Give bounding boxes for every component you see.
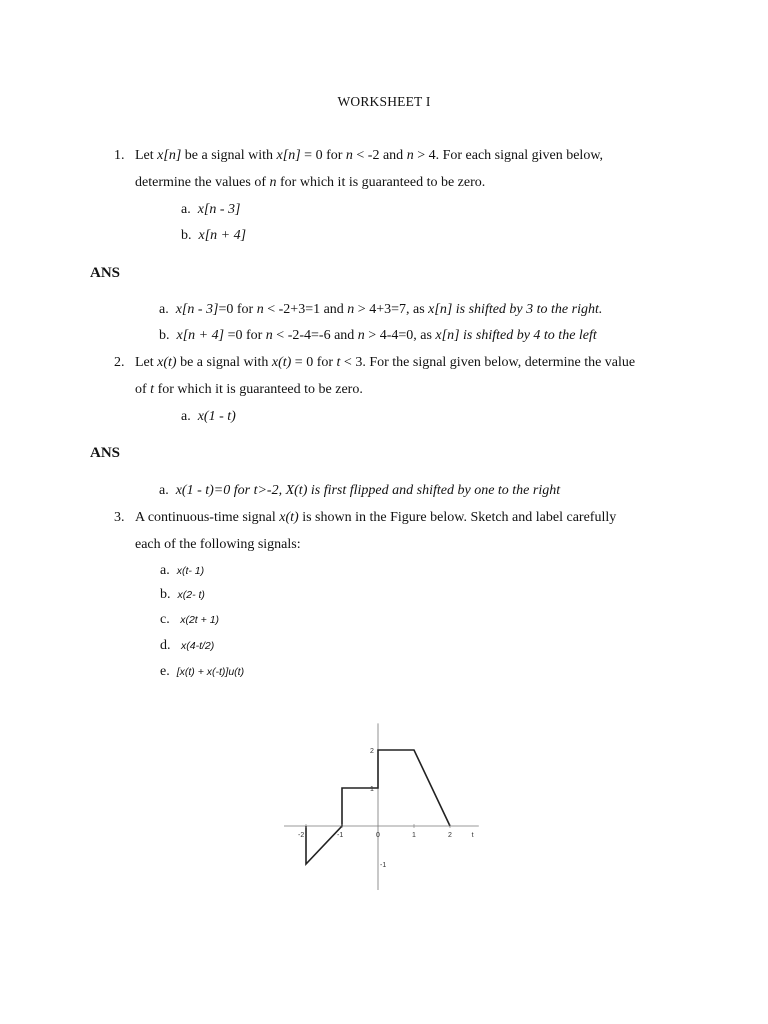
q3-number: 3. [114, 510, 125, 525]
x-tick-label: 0 [376, 832, 380, 839]
q3-line2: each of the following signals: [135, 537, 301, 552]
ans2-item-a: a. x(1 - t)=0 for t>-2, X(t) is first flipped and shifted by one to the right [159, 483, 561, 498]
q1-item-b: b. x[n + 4] [181, 228, 247, 243]
q3-line1: A continuous-time signal x(t) is shown in the Figure below. Sketch and label carefully [135, 510, 617, 525]
x-tick-label: -2 [298, 832, 305, 839]
page-title: WORKSHEET I [337, 94, 431, 109]
y-tick-label: 1 [370, 786, 374, 793]
x-tick-label: t [471, 832, 474, 839]
y-tick-label: 2 [370, 748, 374, 755]
q2-item-a: a. x(1 - t) [181, 409, 236, 424]
y-tick-label: -1 [380, 862, 387, 869]
ans1-item-a: a. x[n - 3]=0 for n < -2+3=1 and n > 4+3=7, as x[n] is shifted by 3 to the right. [159, 302, 603, 317]
q2-number: 2. [114, 355, 125, 370]
q3-item-c: c. x(2t + 1) [160, 612, 220, 627]
q1-line2: determine the values of n for which it is guaranteed to be zero. [135, 175, 486, 190]
q2-line2: of t for which it is guaranteed to be zero. [135, 382, 363, 397]
q3-item-e: e. [x(t) + x(-t)]u(t) [160, 664, 245, 679]
q1-line1: Let x[n] be a signal with x[n] = 0 for n < -2 and n > 4. For each signal given below, [135, 148, 604, 163]
x-tick-label: -1 [337, 832, 344, 839]
q1-number: 1. [114, 148, 125, 163]
signal-plot [280, 710, 480, 890]
q3-item-a: a. x(t- 1) [160, 563, 205, 578]
ans1-item-b: b. x[n + 4] =0 for n < -2-4=-6 and n > 4-4=0, as x[n] is shifted by 4 to the left [159, 328, 597, 343]
x-tick-label: 1 [412, 832, 416, 839]
q1-item-a: a. x[n - 3] [181, 202, 241, 217]
q2-line1: Let x(t) be a signal with x(t) = 0 for t < 3. For the signal given below, determine the value [135, 355, 636, 370]
q3-item-b: b. x(2- t) [160, 587, 205, 602]
ans2-heading: ANS [90, 445, 121, 461]
ans1-heading: ANS [90, 265, 121, 281]
x-tick-label: 2 [448, 832, 452, 839]
q3-item-d: d. x(4-t/2) [160, 638, 215, 653]
